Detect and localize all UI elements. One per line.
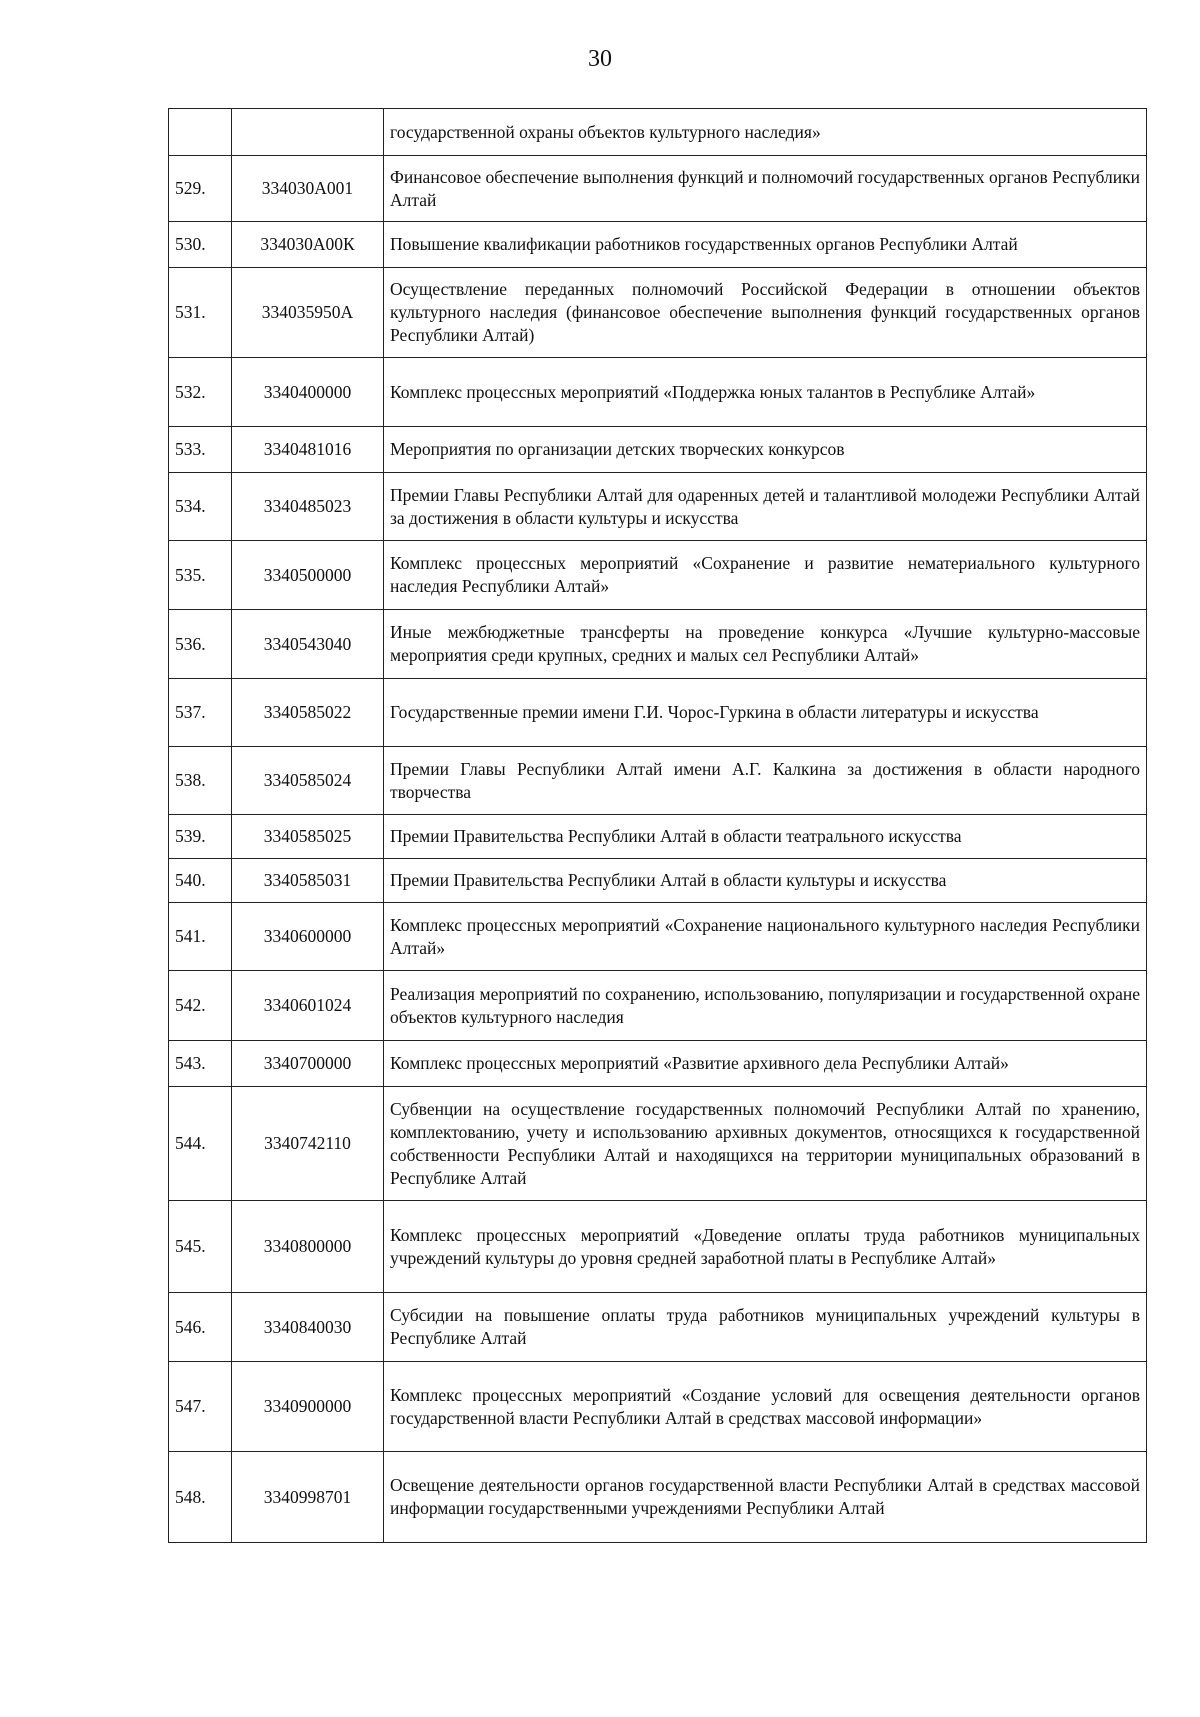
table-row [169,541,1147,610]
row-code: 334030А00К [232,222,384,268]
table-row [169,109,1147,156]
table-row [169,815,1147,859]
row-code: 3340998701 [232,1452,384,1543]
table-row [169,358,1147,427]
row-number: 535. [169,541,232,610]
row-code: 3340601024 [232,971,384,1041]
row-number: 530. [169,222,232,268]
table-row [169,971,1147,1041]
row-number: 543. [169,1041,232,1087]
row-description: Премии Главы Республики Алтай имени А.Г. Калкина за достижения в области народного творчества [384,747,1147,815]
row-description: Субсидии на повышение оплаты труда работников муниципальных учреждений культуры в Республике Алтай [384,1293,1147,1362]
row-code: 3340742110 [232,1087,384,1201]
table-row [169,268,1147,358]
row-description: Субвенции на осуществление государственных полномочий Республики Алтай по хранению, комплектованию, учету и использованию архивных документов, относящихся к государственной собственности Республики Алтай и находящихся на территории муниципальных образований в Республике Алтай [384,1087,1147,1201]
row-description: Комплекс процессных мероприятий «Сохранение и развитие нематериального культурного наследия Республики Алтай» [384,541,1147,610]
page-number: 30 [588,46,612,72]
row-description: Осуществление переданных полномочий Российской Федерации в отношении объектов культурного наследия (финансовое обеспечение выполнения функций государственных органов Республики Алтай) [384,268,1147,358]
table-row [169,1362,1147,1452]
row-number: 542. [169,971,232,1041]
row-number: 533. [169,427,232,473]
row-code: 3340585031 [232,859,384,903]
table-row [169,903,1147,971]
row-code: 3340500000 [232,541,384,610]
row-description: Реализация мероприятий по сохранению, использованию, популяризации и государственной охране объектов культурного наследия [384,971,1147,1041]
row-number: 532. [169,358,232,427]
table-body [169,109,1147,1543]
table-row [169,222,1147,268]
table-row [169,610,1147,679]
table-row [169,473,1147,541]
row-code: 3340543040 [232,610,384,679]
row-number: 546. [169,1293,232,1362]
row-code: 3340600000 [232,903,384,971]
row-description: Освещение деятельности органов государственной власти Республики Алтай в средствах массовой информации государственными учреждениями Республики Алтай [384,1452,1147,1543]
row-code: 334030А001 [232,156,384,222]
table-row [169,1087,1147,1201]
row-description: Премии Правительства Республики Алтай в области культуры и искусства [384,859,1147,903]
row-description: Иные межбюджетные трансферты на проведение конкурса «Лучшие культурно-массовые мероприятия среди крупных, средних и малых сел Республики Алтай» [384,610,1147,679]
row-code: 3340585022 [232,679,384,747]
table-row [169,747,1147,815]
row-code: 3340400000 [232,358,384,427]
row-number: 534. [169,473,232,541]
row-description: Комплекс процессных мероприятий «Поддержка юных талантов в Республике Алтай» [384,358,1147,427]
table-row [169,427,1147,473]
row-code: 3340800000 [232,1201,384,1293]
table-row [169,1041,1147,1087]
row-number: 544. [169,1087,232,1201]
table-row [169,679,1147,747]
row-description: Комплекс процессных мероприятий «Развитие архивного дела Республики Алтай» [384,1041,1147,1087]
row-number: 529. [169,156,232,222]
row-code: 3340481016 [232,427,384,473]
row-number: 548. [169,1452,232,1543]
row-description: Комплекс процессных мероприятий «Создание условий для освещения деятельности органов государственной власти Республики Алтай в средствах массовой информации» [384,1362,1147,1452]
row-description: государственной охраны объектов культурного наследия» [384,109,1147,156]
row-code: 3340485023 [232,473,384,541]
table-row [169,156,1147,222]
row-description: Комплекс процессных мероприятий «Сохранение национального культурного наследия Республики Алтай» [384,903,1147,971]
row-description: Мероприятия по организации детских творческих конкурсов [384,427,1147,473]
row-code: 3340840030 [232,1293,384,1362]
row-number: 540. [169,859,232,903]
row-code: 3340585024 [232,747,384,815]
row-number [169,109,232,156]
row-number: 541. [169,903,232,971]
row-number: 536. [169,610,232,679]
row-number: 537. [169,679,232,747]
row-number: 538. [169,747,232,815]
row-number: 531. [169,268,232,358]
table-row [169,1452,1147,1543]
row-number: 545. [169,1201,232,1293]
row-description: Государственные премии имени Г.И. Чорос-Гуркина в области литературы и искусства [384,679,1147,747]
row-number: 547. [169,1362,232,1452]
table-row [169,1201,1147,1293]
row-number: 539. [169,815,232,859]
row-description: Повышение квалификации работников государственных органов Республики Алтай [384,222,1147,268]
table-row [169,1293,1147,1362]
table-row [169,859,1147,903]
row-code [232,109,384,156]
row-description: Комплекс процессных мероприятий «Доведение оплаты труда работников муниципальных учреждений культуры до уровня средней заработной платы в Республике Алтай» [384,1201,1147,1293]
row-code: 3340900000 [232,1362,384,1452]
row-description: Премии Правительства Республики Алтай в области театрального искусства [384,815,1147,859]
row-code: 3340700000 [232,1041,384,1087]
row-description: Финансовое обеспечение выполнения функций и полномочий государственных органов Республики Алтай [384,156,1147,222]
budget-codes-table [168,108,1147,1543]
row-description: Премии Главы Республики Алтай для одаренных детей и талантливой молодежи Республики Алтай за достижения в области культуры и искусства [384,473,1147,541]
row-code: 334035950А [232,268,384,358]
row-code: 3340585025 [232,815,384,859]
